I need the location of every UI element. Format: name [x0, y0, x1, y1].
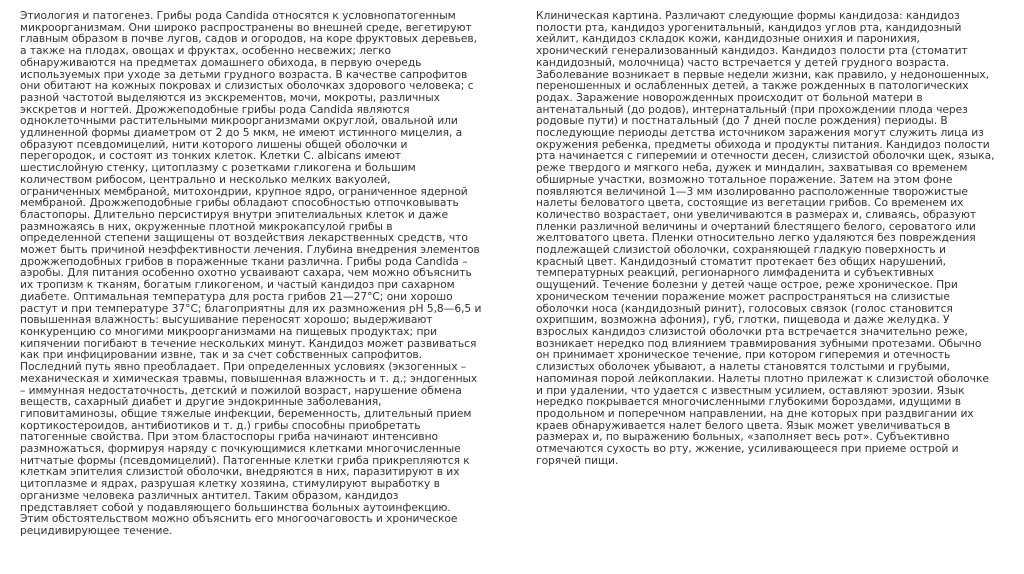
- etiology-pathogenesis-text: Этиология и патогенез. Грибы рода Candida относятся к условнопатогенным микроорганизмам. Они широко распространены во внешней среде, вегетируют главным образом в почве лугов, садов и огородов, на коре фруктовых деревьев, а также на плодах, овощах и фруктах, особенно несвежих; легко обнаруживаются на предметах домашнего обихода, в первую очередь используемых при уходе за детьми грудного возраста. В качестве сапрофитов они обитают на кожных покровах и слизистых оболочках здорового человека; с разной частотой выделяются из экскрементов, мочи, мокроты, различных экскретов и ногтей. Дрожжеподобные грибы рода Candida являются одноклеточными растительными микроорганизмами округлой, овальной или удлиненной формы диаметром от 2 до 5 мкм, не имеют истинного мицелия, а образуют псевдомицелий, нити которого лишены общей оболочки и перегородок, и состоят из тонких клеток. Клетки C. albicans имеют шестислойную стенку, цитоплазму с розетками гликогена и большим количеством рибосом, центрально и несколько мелких вакуолей, ограниченных мембраной, митохондрии, крупное ядро, ограниченное ядерной мембраной. Дрожжеподобные грибы обладают способностью отпочковывать бластопоры. Длительно персистируя внутри эпителиальных клеток и даже размножаясь в них, окруженные плотной микрокапсулой грибы в определенной степени защищены от воздействия лекарственных средств, что может быть причиной неэффективности лечения. Глубина внедрения элементов дрожжеподобных грибов в пораженные ткани различна. Грибы рода Candida – аэробы. Для питания особенно охотно усваивают сахара, чем можно объяснить их тропизм к тканям, богатым гликогеном, и частый кандидоз при сахарном диабете. Оптимальная температура для роста грибов 21—27°С; они хорошо растут и при температуре 37°С; благоприятны для их размножения рН 5,8—6,5 и повышенная влажность: высушивание переносят хорошо; выдерживают конкуренцию со многими микроорганизмами на пищевых продуктах; при кипячении погибают в течение нескольких минут. Кандидоз может развиваться как при инфицировании извне, так и за счет собственных сапрофитов. Последний путь явно преобладает. При определенных условиях (экзогенных – механическая и химическая травмы, повышенная влажность и т. д.; эндогенных – иммунная недостаточность, детский и пожилой возраст, нарушение обмена веществ, сахарный диабет и другие эндокринные заболевания, гиповитаминозы, общие тяжелые инфекции, беременность, длительный прием кортикостероидов, антибиотиков и т. д.) грибы способны приобретать патогенные свойства. При этом бластоспоры гриба начинают интенсивно размножаться, формируя наряду с почкующимися клетками многочисленные нитчатые формы (псевдомицелий). Патогенные клетки гриба прикрепляются к клеткам эпителия слизистой оболочки, внедряются в них, паразитируют в их цитоплазме и ядрах, разрушая клетку хозяина, стимулируют выработку в организме человека различных антител. Таким образом, кандидоз представляет собой у подавляющего большинства больных аутоинфекцию. Этим обстоятельством можно объяснить его многоочаговость и хроническое рецидивирующее течение.: [20, 9, 482, 537]
- clinical-picture-text: Клиническая картина. Различают следующие формы кандидоза: кандидоз полости рта, кандидоз урогенитальный, кандидоз углов рта, кандидозный хейлит, кандидоз складок кожи, кандидозные онихия и паронихия, хронический генерализованный кандидоз. Кандидоз полости рта (стоматит кандидозный, молочница) часто встречается у детей грудного возраста. Заболевание возникает в первые недели жизни, как правило, у недоношенных, переношенных и ослабленных детей, а также рожденных в патологических родах. Заражение новорожденных происходит от больной матери в антенатальный (до родов), интернатальный (при прохождении плода через родовые пути) и постнатальный (до 7 дней после рождения) периоды. В последующие периоды детства источником заражения могут служить лица из окружения ребенка, предметы обихода и продукты питания. Кандидоз полости рта начинается с гиперемии и отечности десен, слизистой оболочки щек, языка, реже твердого и мягкого неба, дужек и миндалин, захватывая со временем обширные участки, возможно тотальное поражение. Затем на этом фоне появляются величиной 1—3 мм изолированно расположенные творожистые налеты беловатого цвета, состоящие из вегетации грибов. Со временем их количество возрастает, они увеличиваются в размерах и, сливаясь, образуют пленки различной величины и очертаний блестящего белого, сероватого или желтоватого цвета. Пленки относительно легко удаляются без повреждения подлежащей слизистой оболочки, сохраняющей гладкую поверхность и красный цвет. Кандидозный стоматит протекает без общих нарушений, температурных реакций, регионарного лимфаденита и субъективных ощущений. Течение болезни у детей чаще острое, реже хроническое. При хроническом течении поражение может распространяться на слизистые оболочки носа (кандидозный ринит), голосовых связок (голос становится охрипшим, возможна афония), губ, глотки, пищевода и даже желудка. У взрослых кандидоз слизистой оболочки рта встречается значительно реже, возникает нередко под влиянием травмирования зубными протезами. Обычно он принимает хроническое течение, при котором гиперемия и отечность слизистых оболочек убывают, а налеты становятся толстыми и грубыми, напоминая порой лейкоплакии. Налеты плотно прилежат к слизистой оболочке и при удалении, что удается с известным усилием, оставляют эрозии. Язык нередко покрывается многочисленными глубокими бороздами, идущими в продольном и поперечном направлении, на дне которых при раздвигании их краев обнаруживается налет белого цвета. Язык может увеличиваться в размерах и, по выражению больных, «заполняет весь рот». Субъективно отмечаются сухость во рту, жжение, усиливающееся при приеме острой и горячей пищи.: [536, 9, 995, 467]
